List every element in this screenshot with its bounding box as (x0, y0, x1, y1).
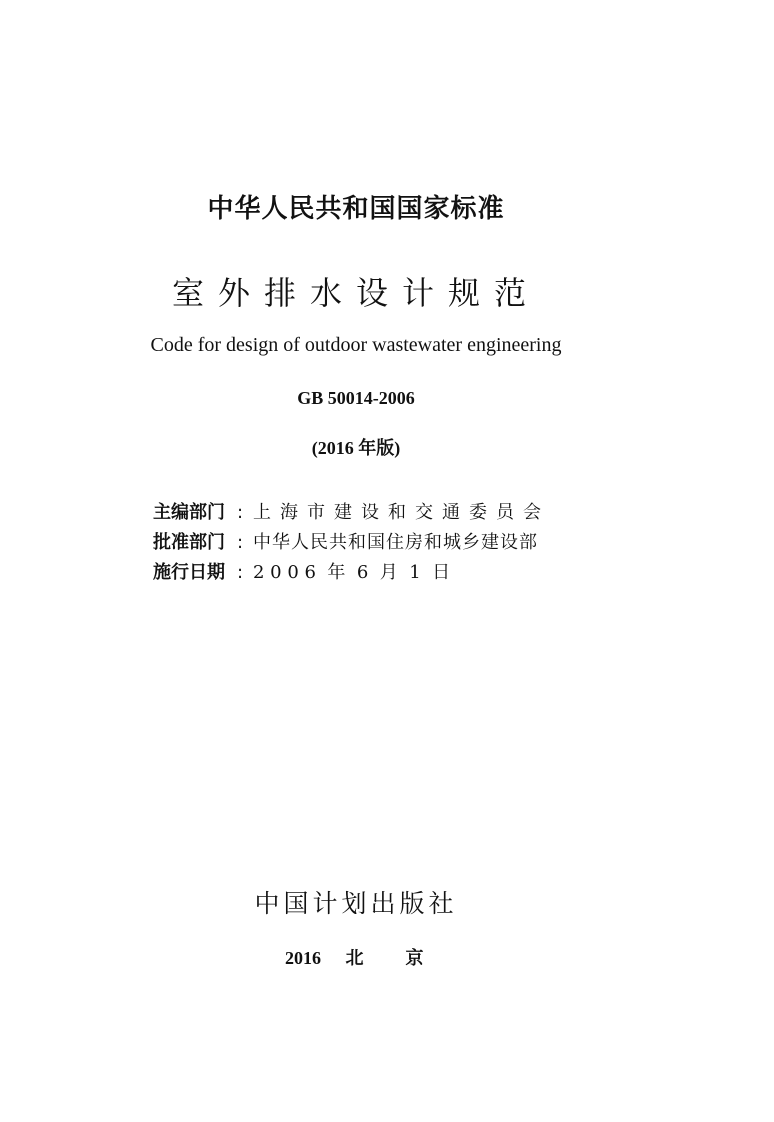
publication-year: 2016 (285, 948, 321, 968)
publisher-name: 中国计划出版社 (254, 889, 458, 918)
standard-code: GB 50014-2006 (297, 388, 415, 408)
info-label: 主编部门 (153, 502, 225, 523)
info-row-chief-editor (153, 498, 550, 526)
edition-label: (2016 年版) (311, 438, 401, 458)
document-title-en: Code for design of outdoor wastewater engineering (150, 334, 562, 356)
info-value: 2 0 0 6 年 6 月 1 日 (253, 562, 451, 583)
info-colon: : (237, 502, 244, 523)
info-row-approval (153, 528, 538, 556)
publication-year-place (285, 944, 466, 970)
info-value: 上海市建设和交通委员会 (253, 502, 550, 523)
info-colon: : (237, 562, 244, 583)
info-row-effective-date (153, 558, 450, 586)
info-label: 批准部门 (153, 532, 225, 553)
info-colon: : (237, 532, 244, 553)
standard-type-heading: 中华人民共和国国家标准 (207, 194, 505, 224)
info-value: 中华人民共和国住房和城乡建设部 (253, 532, 538, 553)
document-title-zh: 室外排水设计规范 (171, 274, 540, 312)
info-label: 施行日期 (153, 562, 225, 583)
publication-city: 北京 (345, 948, 466, 969)
